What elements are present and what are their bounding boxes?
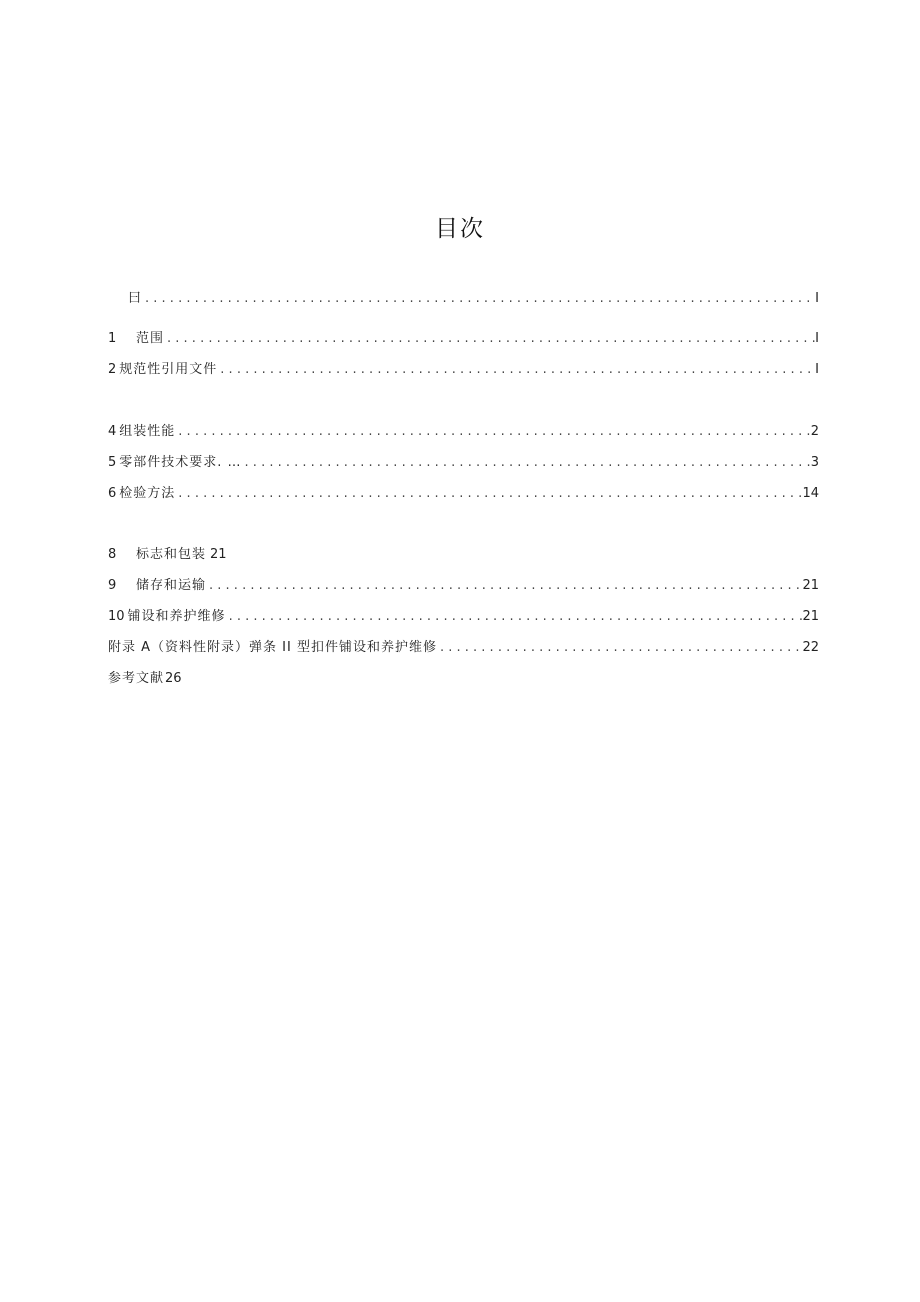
toc-entry-number: 8 (108, 547, 117, 562)
toc-entry-normative-references[interactable] (108, 360, 819, 380)
toc-leader-dots (206, 576, 802, 596)
toc-leader-dots (217, 360, 815, 380)
toc-entry-label: 储存和运输 (136, 578, 207, 593)
toc-leader-dots (226, 607, 803, 627)
toc-entry-label: 零部件技术要求. … (119, 455, 242, 470)
toc-entry-page: 21 (802, 578, 819, 593)
toc-entry-marking-packaging[interactable] (108, 545, 819, 565)
toc-leader-dots (164, 329, 815, 349)
toc-entry-page: 21 (210, 547, 227, 562)
toc-entry-number: 1 (108, 331, 117, 346)
toc-entry-label: 检验方法 (119, 486, 176, 501)
toc-entry-number: 2 (108, 362, 117, 377)
toc-entry-page: 22 (802, 640, 819, 655)
toc-entry-page: 2 (810, 424, 819, 439)
toc-entry-page: I (815, 291, 819, 306)
toc-entry-page: 21 (802, 609, 819, 624)
toc-entry-page: 14 (802, 486, 819, 501)
toc-leader-dots (437, 638, 802, 658)
toc-leader-dots (142, 289, 815, 309)
toc-entry-assembly-performance[interactable] (108, 422, 819, 442)
page-title: 目次 (435, 216, 485, 242)
toc-leader-dots (242, 453, 811, 473)
toc-entry-scope[interactable] (108, 329, 819, 349)
toc-entry-number: 5 (108, 455, 117, 470)
toc-leader-dots (175, 422, 810, 442)
toc-entry-number: 10 (108, 609, 125, 624)
toc-entry-number: 4 (108, 424, 117, 439)
toc-entry-label: 参考文献 (108, 671, 165, 686)
toc-entry-storage-transport[interactable] (108, 576, 819, 596)
toc-entry-bibliography[interactable] (108, 669, 819, 689)
toc-entry-label: 规范性引用文件 (119, 362, 218, 377)
toc-entry-label: 标志和包装 (136, 547, 207, 562)
toc-entry-component-requirements[interactable] (108, 453, 819, 473)
toc-entry-number: 6 (108, 486, 117, 501)
toc-entry-laying-maintenance[interactable] (108, 607, 819, 627)
toc-entry-label: 曰 (128, 291, 143, 306)
toc-entry-page: 26 (165, 671, 182, 686)
toc-entry-foreword[interactable] (108, 289, 819, 309)
toc-entry-page: 3 (810, 455, 819, 470)
toc-entry-label: 组装性能 (119, 424, 176, 439)
toc-entry-page: I (815, 331, 819, 346)
toc-entry-number: 9 (108, 578, 117, 593)
toc-entry-label: 附录 A（资料性附录）弹条 II 型扣件铺设和养护维修 (108, 640, 437, 655)
toc-entry-page: I (815, 362, 819, 377)
toc-leader-dots (175, 484, 802, 504)
toc-entry-test-methods[interactable] (108, 484, 819, 504)
toc-entry-label: 范围 (136, 331, 165, 346)
toc-entry-label: 铺设和养护维修 (127, 609, 226, 624)
toc-entry-appendix-a[interactable] (108, 638, 819, 658)
